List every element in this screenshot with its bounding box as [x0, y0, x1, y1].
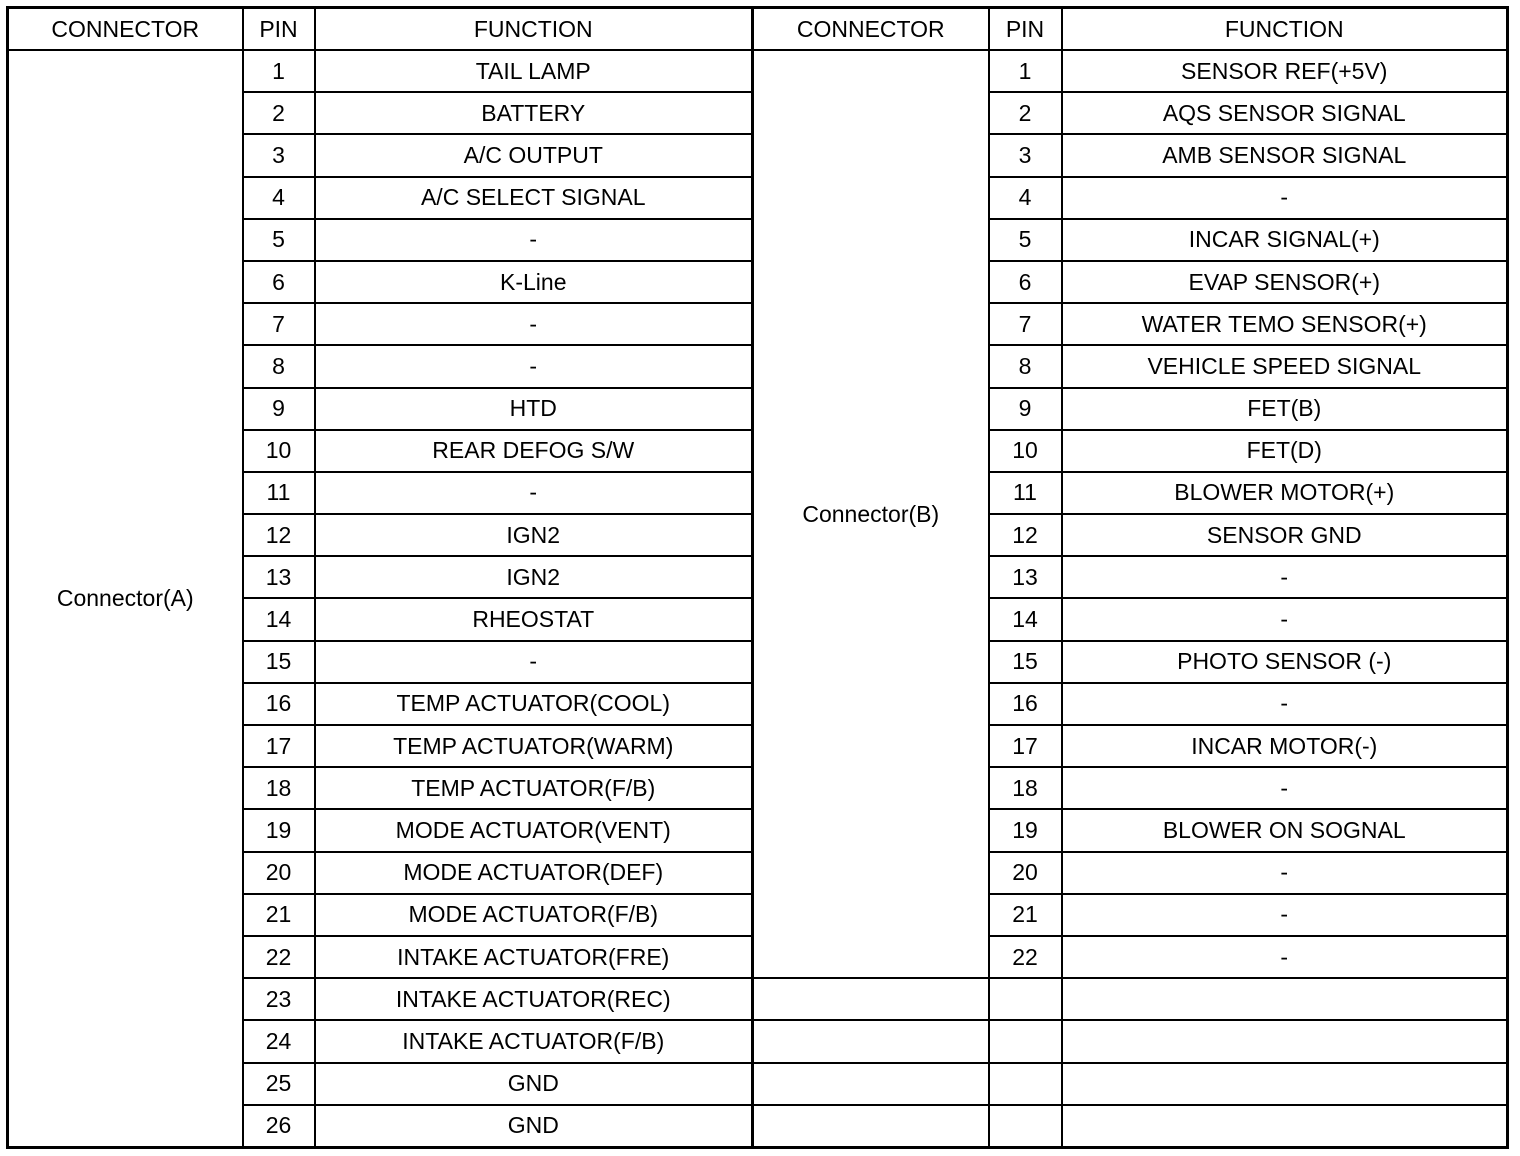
empty-pin-b-cell — [989, 1063, 1062, 1105]
pin-a-number: 7 — [243, 303, 315, 345]
pin-a-number: 16 — [243, 683, 315, 725]
pin-b-function: INCAR MOTOR(-) — [1062, 725, 1508, 767]
connector-b-label: Connector(B) — [753, 50, 989, 978]
pin-a-number: 25 — [243, 1063, 315, 1105]
pin-b-number: 2 — [989, 92, 1062, 134]
pin-b-number: 20 — [989, 852, 1062, 894]
pin-a-number: 12 — [243, 514, 315, 556]
pin-b-function: FET(B) — [1062, 388, 1508, 430]
pin-a-function: HTD — [315, 388, 753, 430]
pin-a-function: TEMP ACTUATOR(COOL) — [315, 683, 753, 725]
table-body — [8, 50, 1508, 1148]
pin-b-number: 6 — [989, 261, 1062, 303]
pin-a-number: 5 — [243, 219, 315, 261]
pin-a-number: 14 — [243, 598, 315, 640]
pin-a-number: 26 — [243, 1105, 315, 1148]
pin-b-function: FET(D) — [1062, 430, 1508, 472]
pin-a-function: MODE ACTUATOR(DEF) — [315, 852, 753, 894]
pin-a-number: 8 — [243, 345, 315, 387]
pin-a-number: 13 — [243, 556, 315, 598]
pin-a-function: INTAKE ACTUATOR(FRE) — [315, 936, 753, 978]
pin-a-function: TAIL LAMP — [315, 50, 753, 92]
pin-b-function: INCAR SIGNAL(+) — [1062, 219, 1508, 261]
pin-a-function: A/C OUTPUT — [315, 134, 753, 176]
pin-b-number: 11 — [989, 472, 1062, 514]
table-row — [8, 50, 1508, 92]
pin-b-function: SENSOR REF(+5V) — [1062, 50, 1508, 92]
pin-b-number: 5 — [989, 219, 1062, 261]
pin-b-number: 12 — [989, 514, 1062, 556]
pin-b-number: 21 — [989, 894, 1062, 936]
pin-a-number: 2 — [243, 92, 315, 134]
pin-a-function: IGN2 — [315, 514, 753, 556]
connector-a-label: Connector(A) — [8, 50, 243, 1148]
pin-a-function: TEMP ACTUATOR(WARM) — [315, 725, 753, 767]
pin-a-function: GND — [315, 1063, 753, 1105]
pin-b-number: 9 — [989, 388, 1062, 430]
pin-a-function: TEMP ACTUATOR(F/B) — [315, 767, 753, 809]
pin-b-number: 4 — [989, 177, 1062, 219]
pin-a-number: 20 — [243, 852, 315, 894]
empty-connector-b-cell — [753, 978, 989, 1020]
pin-a-function: - — [315, 219, 753, 261]
empty-pin-b-cell — [989, 978, 1062, 1020]
pin-a-function: IGN2 — [315, 556, 753, 598]
empty-function-b-cell — [1062, 1105, 1508, 1148]
pin-b-function: - — [1062, 598, 1508, 640]
pin-a-number: 3 — [243, 134, 315, 176]
pin-b-number: 8 — [989, 345, 1062, 387]
pin-a-number: 11 — [243, 472, 315, 514]
pin-a-function: - — [315, 303, 753, 345]
empty-connector-b-cell — [753, 1063, 989, 1105]
header-pin-a: PIN — [243, 8, 315, 51]
pin-b-function: - — [1062, 556, 1508, 598]
pin-a-number: 23 — [243, 978, 315, 1020]
pin-b-function: - — [1062, 767, 1508, 809]
pin-b-function: BLOWER MOTOR(+) — [1062, 472, 1508, 514]
header-function-a: FUNCTION — [315, 8, 753, 51]
empty-pin-b-cell — [989, 1105, 1062, 1148]
pin-a-number: 9 — [243, 388, 315, 430]
pin-a-number: 1 — [243, 50, 315, 92]
pin-b-function: AQS SENSOR SIGNAL — [1062, 92, 1508, 134]
pin-b-number: 10 — [989, 430, 1062, 472]
pin-b-function: - — [1062, 852, 1508, 894]
pin-a-function: MODE ACTUATOR(VENT) — [315, 809, 753, 851]
pin-b-function: SENSOR GND — [1062, 514, 1508, 556]
empty-connector-b-cell — [753, 1020, 989, 1062]
pin-a-number: 21 — [243, 894, 315, 936]
pin-b-function: PHOTO SENSOR (-) — [1062, 641, 1508, 683]
empty-function-b-cell — [1062, 978, 1508, 1020]
pin-a-function: GND — [315, 1105, 753, 1148]
pin-a-number: 15 — [243, 641, 315, 683]
pin-b-number: 14 — [989, 598, 1062, 640]
pin-a-function: INTAKE ACTUATOR(F/B) — [315, 1020, 753, 1062]
pin-b-function: - — [1062, 683, 1508, 725]
pin-a-number: 6 — [243, 261, 315, 303]
pin-a-function: RHEOSTAT — [315, 598, 753, 640]
pin-b-function: EVAP SENSOR(+) — [1062, 261, 1508, 303]
pin-b-number: 15 — [989, 641, 1062, 683]
pin-a-function: BATTERY — [315, 92, 753, 134]
pin-a-number: 4 — [243, 177, 315, 219]
pin-b-number: 18 — [989, 767, 1062, 809]
pin-b-function: AMB SENSOR SIGNAL — [1062, 134, 1508, 176]
pin-a-number: 18 — [243, 767, 315, 809]
pin-b-function: VEHICLE SPEED SIGNAL — [1062, 345, 1508, 387]
pin-b-number: 1 — [989, 50, 1062, 92]
pin-b-function: - — [1062, 894, 1508, 936]
empty-connector-b-cell — [753, 1105, 989, 1148]
pin-a-function: - — [315, 641, 753, 683]
pin-a-number: 10 — [243, 430, 315, 472]
header-row — [8, 8, 1508, 51]
pin-a-function: INTAKE ACTUATOR(REC) — [315, 978, 753, 1020]
header-function-b: FUNCTION — [1062, 8, 1508, 51]
pin-b-number: 17 — [989, 725, 1062, 767]
pin-b-function: - — [1062, 936, 1508, 978]
empty-pin-b-cell — [989, 1020, 1062, 1062]
pin-b-function: - — [1062, 177, 1508, 219]
pin-a-function: - — [315, 472, 753, 514]
pin-b-number: 16 — [989, 683, 1062, 725]
pin-a-function: K-Line — [315, 261, 753, 303]
pin-b-function: WATER TEMO SENSOR(+) — [1062, 303, 1508, 345]
pin-b-number: 19 — [989, 809, 1062, 851]
pin-a-number: 19 — [243, 809, 315, 851]
pin-a-function: MODE ACTUATOR(F/B) — [315, 894, 753, 936]
empty-function-b-cell — [1062, 1020, 1508, 1062]
pin-a-number: 17 — [243, 725, 315, 767]
empty-function-b-cell — [1062, 1063, 1508, 1105]
pin-b-number: 22 — [989, 936, 1062, 978]
pin-b-number: 13 — [989, 556, 1062, 598]
pin-a-function: A/C SELECT SIGNAL — [315, 177, 753, 219]
pin-b-number: 3 — [989, 134, 1062, 176]
table-header — [8, 8, 1508, 51]
header-connector-a: CONNECTOR — [8, 8, 243, 51]
pin-a-function: REAR DEFOG S/W — [315, 430, 753, 472]
pin-b-number: 7 — [989, 303, 1062, 345]
pin-a-number: 24 — [243, 1020, 315, 1062]
connector-pin-table — [6, 6, 1509, 1149]
pin-b-function: BLOWER ON SOGNAL — [1062, 809, 1508, 851]
header-connector-b: CONNECTOR — [753, 8, 989, 51]
header-pin-b: PIN — [989, 8, 1062, 51]
pin-a-number: 22 — [243, 936, 315, 978]
pin-a-function: - — [315, 345, 753, 387]
